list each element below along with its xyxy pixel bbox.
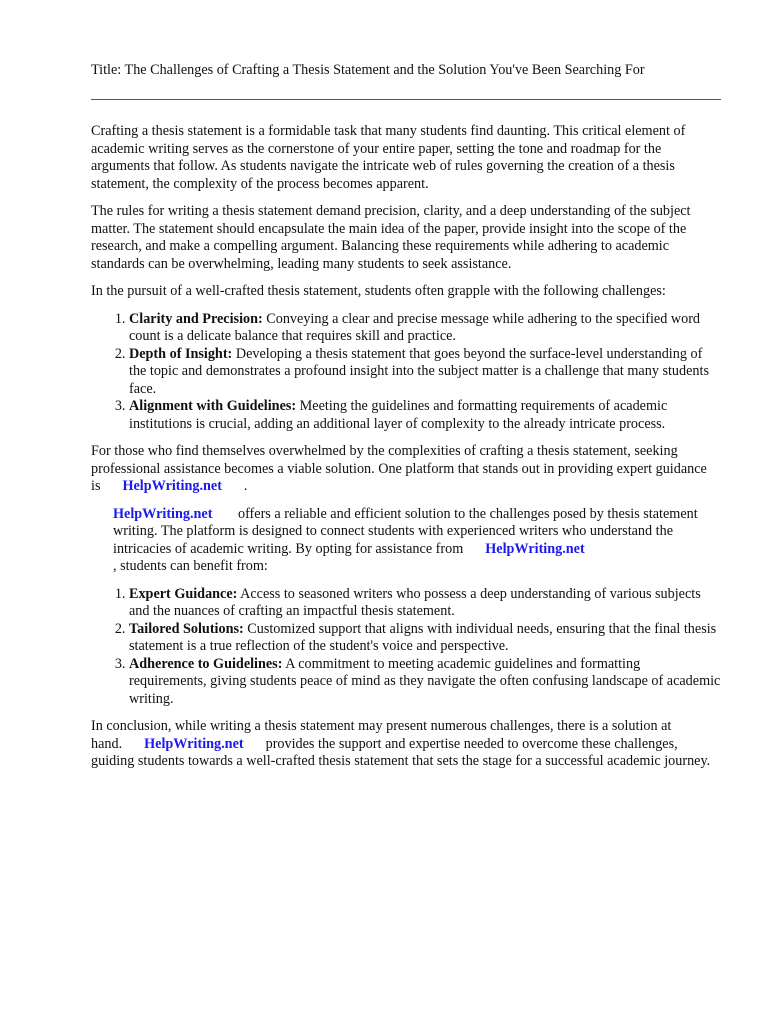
benefit-term: Tailored Solutions: [129,620,244,637]
benefit-text: Access to seasoned writers who possess a deep understanding of various subjects and the nuances of crafting an impactful thesis statement. [129,585,701,619]
platform-paragraph [91,506,721,576]
challenge-text: Conveying a clear and precise message while adhering to the specified word count is a delicate balance that requires skill and practice. [129,310,701,344]
title-divider [91,99,721,100]
conclusion-paragraph [91,718,721,771]
benefit-item [129,586,721,621]
benefit-item [129,621,721,656]
challenge-text: Developing a thesis statement that goes beyond the surface-level understanding of the topic and demonstrates a profound insight into the subject matter is a challenge that many students face. [129,345,709,397]
benefits-list [91,586,721,709]
benefit-item [129,656,721,709]
challenge-term: Depth of Insight: [129,345,233,362]
conclusion-text-end: provides the support and expertise needed to overcome these challenges, guiding students towards a well-crafted thesis statement that sets the stage for a successful academic journey. [91,735,711,769]
solution-paragraph [91,443,721,496]
challenges-intro-paragraph: In the pursuit of a well-crafted thesis statement, students often grapple with the following challenges: [91,283,666,299]
helpwriting-link[interactable]: HelpWriting.net [113,505,213,522]
helpwriting-link[interactable]: HelpWriting.net [485,540,585,557]
challenge-term: Clarity and Precision: [129,310,263,327]
helpwriting-link[interactable]: HelpWriting.net [144,735,244,752]
challenges-list [91,311,721,434]
document-title: Title: The Challenges of Crafting a Thesis Statement and the Solution You've Been Searching For [91,62,645,78]
benefit-term: Expert Guidance: [129,585,238,602]
intro-paragraph: Crafting a thesis statement is a formidable task that many students find daunting. This critical element of academic writing serves as the cornerstone of your entire paper, setting the tone and roadmap for the arguments that follow. As students navigate the intricate web of rules governing the creation of a thesis statement, the complexity of the process becomes apparent. [91,123,686,192]
challenge-item [129,311,721,346]
challenge-term: Alignment with Guidelines: [129,398,297,414]
benefit-text: Customized support that aligns with individual needs, ensuring that the final thesis statement is a true reflection of the student's voice and perspective. [129,620,717,654]
conclusion-text-start: In conclusion, while writing a thesis statement may present numerous challenges, there is a solution at hand. [91,718,672,752]
document-page [91,60,721,771]
solution-end: . [243,478,248,494]
platform-text: offers a reliable and efficient solution to the challenges posed by thesis statement writing. The platform is designed to connect students with experienced writers who understand the intricacies of academic writing. By opting for assistance from [113,505,698,557]
rules-paragraph: The rules for writing a thesis statement demand precision, clarity, and a deep understanding of the subject matter. The statement should encapsulate the main idea of the paper, provide insight into the scope of the research, and make a compelling argument. Balancing these requirements while adhering to academic standards can be overwhelming, leading many students to seek assistance. [91,203,691,272]
challenge-text: Meeting the guidelines and formatting requirements of academic institutions is crucial, adding an additional layer of complexity to the already intricate process. [129,398,668,432]
helpwriting-link[interactable]: HelpWriting.net [122,478,222,494]
benefit-term: Adherence to Guidelines: [129,655,283,672]
challenge-item [129,398,721,433]
challenge-item [129,346,721,399]
platform-end: , students can benefit from: [113,558,268,574]
solution-text: For those who find themselves overwhelmed by the complexities of crafting a thesis statement, seeking professional assistance becomes a viable solution. One platform that stands out in providing expert guidance is [91,443,707,494]
benefit-text: A commitment to meeting academic guidelines and formatting requirements, giving students peace of mind as they navigate the often confusing landscape of academic writing. [129,655,721,707]
